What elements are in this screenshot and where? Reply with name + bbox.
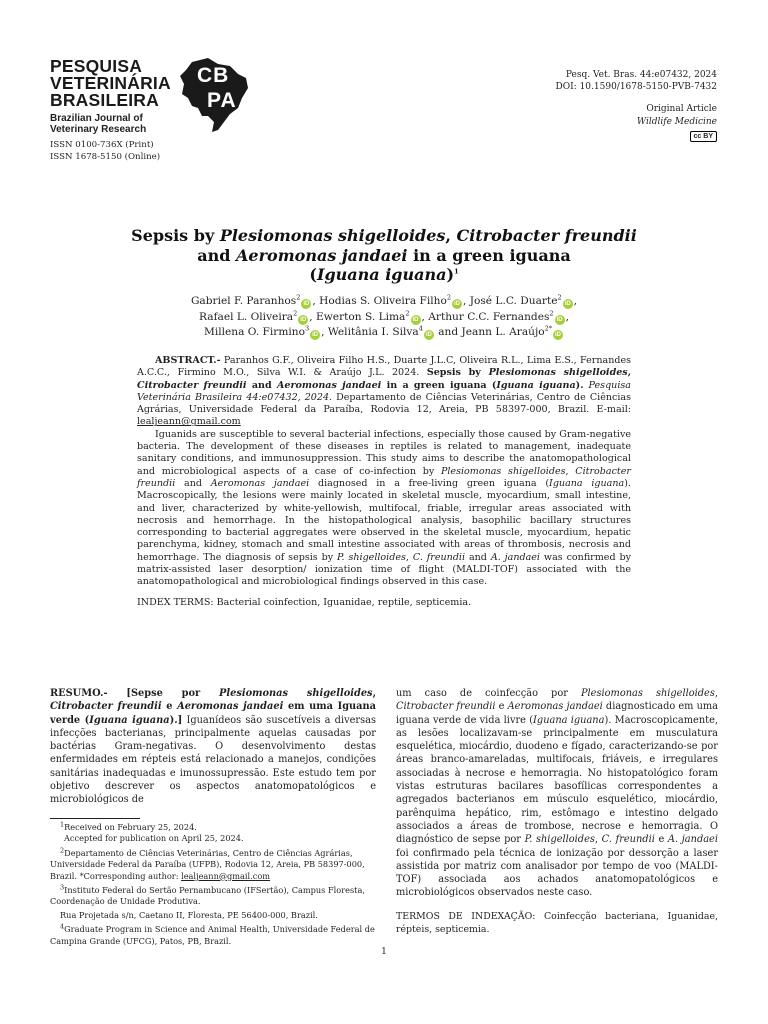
abstract-title: Citrobacter freundii bbox=[137, 379, 247, 391]
resumo-left bbox=[50, 687, 376, 807]
footnote-divider bbox=[50, 818, 140, 819]
resumo-text: foi confirmado pela técnica de ionização por dessorção a laser assistida por matriz com analisador por tempo de voo (MALDI-TOF) associada aos achados anatomopatológicos e microbiológicos observados neste caso. bbox=[396, 847, 718, 899]
journal-brand bbox=[50, 58, 185, 163]
title-italic: Plesiomonas shigelloides bbox=[219, 226, 446, 245]
footnote-1b: Accepted for publication on April 25, 2024. bbox=[64, 833, 244, 844]
corresponding-email-link[interactable]: lealjeann@gmail.com bbox=[181, 870, 271, 881]
title-part: in a green iguana bbox=[407, 245, 571, 265]
author-affiliation-mark: 2 bbox=[549, 308, 554, 317]
resumo-label: RESUMO.- bbox=[50, 688, 108, 699]
resumo-title: em uma Iguana verde ( bbox=[50, 701, 376, 726]
abstract-text: ). Macroscopically, the lesions were mainly located in skeletal muscle, myocardium, small intestine, and liver, characterized by white-yellowish, multifocal, friable, irregular areas associated with necrosis and hemorrhage. In the histopathological analysis, basophilic bacillary structures corresponding to bacterial aggregates were observed in the skeletal muscle, myocardium, hepatic parenchyma, kidney, stomach and small intestine associated with areas of thrombosis, necrosis and hemorrhage. The diagnosis of sepsis by bbox=[137, 477, 631, 563]
footnote-mark: 3 bbox=[60, 883, 65, 892]
orcid-icon[interactable]: iD bbox=[564, 301, 571, 307]
doi[interactable]: DOI: 10.1590/1678-5150-PVB-7432 bbox=[555, 82, 717, 93]
author-affiliation-mark: 2 bbox=[557, 293, 562, 302]
abstract-text: diagnosed in a free-living green iguana ( bbox=[309, 477, 550, 489]
resumo-title: Aeromonas jandaei bbox=[177, 701, 284, 713]
abstract-title: Sepsis by bbox=[426, 367, 489, 379]
resumo-text: , bbox=[714, 688, 719, 699]
footnote-1 bbox=[50, 822, 376, 833]
author-name: Arthur C.C. Fernandes bbox=[428, 310, 550, 323]
abstract-journal: Pesquisa Veterinária Brasileira 44:e07432, 2024. bbox=[137, 379, 631, 403]
resumo-title: , bbox=[372, 688, 376, 699]
resumo-text: e bbox=[495, 701, 508, 713]
abstract-email-link[interactable]: lealjeann@gmail.com bbox=[137, 416, 241, 428]
abstract-italic: Plesiomonas shigelloides bbox=[440, 465, 566, 477]
resumo-italic: Plesiomonas shigelloides bbox=[580, 688, 715, 699]
author-name: Welitânia I. Silva bbox=[327, 326, 419, 338]
footnote-4 bbox=[50, 924, 376, 947]
author-name: José L.C. Duarte bbox=[469, 295, 558, 307]
author-name: Rafael L. Oliveira bbox=[199, 310, 294, 323]
author-name: Millena O. Firmino bbox=[203, 326, 305, 338]
author-line bbox=[110, 325, 658, 341]
author-affiliation-mark: 2 bbox=[405, 308, 410, 317]
resumo-italic: P. shigelloides bbox=[524, 834, 595, 846]
title-italic: Citrobacter freundii bbox=[456, 226, 637, 245]
abstract-title: Aeromonas jandaei bbox=[276, 379, 382, 391]
abstract-italic: Iguana iguana bbox=[549, 477, 625, 489]
author-separator: , bbox=[565, 310, 569, 323]
abstract-citation bbox=[137, 355, 631, 429]
abstract-authors: Paranhos G.F., Oliveira Filho H.S., Duarte J.L.C, Oliveira R.L., Lima E.S., Fernandes A.C.C., Firmino M.O., Silva W.I. & Araújo J.L. 2024. bbox=[137, 355, 631, 379]
resumo-italic: Iguana iguana bbox=[533, 714, 605, 726]
title-part: ( bbox=[309, 265, 317, 284]
footnote-3 bbox=[50, 885, 376, 908]
resumo-italic: Citrobacter freundii bbox=[396, 701, 496, 713]
author-separator: , bbox=[309, 310, 316, 323]
abstract-body bbox=[137, 429, 631, 589]
abstract-italic: Citrobacter freundii bbox=[137, 465, 631, 489]
orcid-icon[interactable]: iD bbox=[300, 316, 307, 323]
author-affiliation-mark: 2 bbox=[296, 293, 301, 302]
resumo-italic: A. jandaei bbox=[667, 834, 718, 846]
footnote-mark: 1 bbox=[60, 820, 65, 829]
resumo-title: [Sepse por bbox=[107, 688, 220, 699]
abstract-title: Plesiomonas shigelloides bbox=[488, 367, 628, 379]
title-italic: Aeromonas jandaei bbox=[236, 245, 408, 265]
page-number: 1 bbox=[381, 947, 387, 957]
author-name: Gabriel F. Paranhos bbox=[190, 295, 297, 307]
author-list bbox=[110, 294, 658, 341]
abstract-address: Departamento de Ciências Veterinárias, Centro de Ciências Agrárias, Universidade Federal da Paraíba, Rodovia 12, Areia, PB 58397-000, Brazil. E-mail: bbox=[137, 391, 631, 416]
abstract-italic: C. freundii bbox=[412, 551, 466, 563]
abstract-title: Iguana iguana bbox=[496, 379, 576, 391]
journal-name-line-2: VETERINÁRIA bbox=[50, 73, 171, 93]
abstract-text: and bbox=[465, 551, 491, 563]
resumo-title: ).] bbox=[169, 714, 183, 726]
author-affiliation-mark: 2 bbox=[293, 308, 298, 317]
article-type: Original Article bbox=[646, 104, 717, 115]
title-italic: Iguana iguana bbox=[316, 265, 447, 284]
author-separator: , bbox=[312, 295, 320, 307]
author-separator: , bbox=[421, 310, 429, 323]
resumo-title: Citrobacter freundii bbox=[50, 701, 162, 713]
author-affiliation-mark: 2* bbox=[544, 324, 553, 333]
footnote-2 bbox=[50, 848, 376, 882]
abstract-text: and bbox=[175, 477, 211, 489]
abstract-text: Iguanids are susceptible to several bacterial infections, especially those caused by Gram-negative bacteria. The development of these diseases in reptiles is related to management, inadequate sanitary conditions, and immunosuppression. This study aims to describe the anatomopathological and microbiological aspects of a case of co-infection by bbox=[137, 428, 631, 477]
citation: Pesq. Vet. Bras. 44:e07432, 2024 bbox=[565, 70, 717, 80]
author-separator: , bbox=[462, 295, 470, 307]
resumo-text: um caso de coinfecção por bbox=[396, 688, 581, 699]
author-name: Ewerton S. Lima bbox=[316, 310, 406, 323]
title-part: ) bbox=[446, 265, 455, 284]
footnote-text: Received on February 25, 2024. bbox=[64, 822, 197, 832]
author-name: Jeann L. Araújo bbox=[461, 326, 545, 338]
author-affiliation-mark: 2 bbox=[446, 293, 451, 302]
abstract-label: ABSTRACT.- bbox=[155, 355, 221, 366]
title-part: , bbox=[445, 226, 457, 245]
author-line bbox=[110, 310, 658, 326]
issn-online: ISSN 1678-5150 (Online) bbox=[50, 151, 161, 162]
resumo-text: Iguanídeos são suscetíveis a diversas infecções bacterianas, principalmente aquelas causadas por bactérias Gram-negativas. O desenvolvimento destas enfermidades em répteis está relacionado a manejos, condições sanitárias inadequadas e imunossupressão. Este estudo tem por objetivo descrever os aspectos anatomopatológicos e microbiológicos de bbox=[50, 714, 376, 806]
orcid-icon[interactable]: iD bbox=[425, 332, 432, 338]
abstract-text: , bbox=[565, 465, 576, 477]
abstract-title: and bbox=[246, 379, 277, 391]
author-separator: , bbox=[573, 295, 578, 307]
resumo-italic: Aeromonas jandaei bbox=[507, 701, 603, 713]
orcid-icon[interactable]: iD bbox=[453, 301, 460, 307]
logo-text-top: CB bbox=[197, 64, 230, 87]
abstract-italic: A. jandaei bbox=[490, 551, 540, 563]
author-affiliation-mark: 3 bbox=[305, 324, 310, 333]
abstract-italic: Aeromonas jandaei bbox=[210, 477, 310, 489]
abstract bbox=[137, 355, 631, 609]
footnote-text: Graduate Program in Science and Animal Health, Universidade Federal de Campina Grande (UFCG), Patos, PB, Brazil. bbox=[50, 924, 375, 946]
cc-license-badge[interactable]: cc BY bbox=[690, 131, 717, 142]
footnote-text: Instituto Federal do Sertão Pernambucano (IFSertão), Campus Floresta, Coordenação de Unidade Produtiva. bbox=[50, 885, 365, 907]
title-footnote-mark: 1 bbox=[454, 267, 459, 276]
footnote-3b: Rua Projetada s/n, Caetano II, Floresta, PE 56400-000, Brazil. bbox=[60, 909, 318, 920]
abstract-title: in a green iguana ( bbox=[381, 379, 497, 391]
abstract-text: was confirmed by matrix-assisted laser desorption/ ionization time of flight (MALDI-TOF) associated with the anatomopathological and microbiological findings observed in this case. bbox=[137, 551, 631, 588]
author-line bbox=[110, 294, 658, 310]
orcid-icon[interactable]: iD bbox=[412, 316, 419, 323]
author-separator: , bbox=[321, 326, 328, 338]
author-separator: and bbox=[434, 326, 462, 338]
footnotes bbox=[50, 822, 376, 947]
journal-subtitle-line-1: Brazilian Journal of bbox=[50, 113, 143, 124]
footnote-mark: 2 bbox=[60, 846, 65, 855]
article-meta bbox=[437, 69, 717, 142]
abstract-title: , bbox=[627, 367, 632, 379]
author-name: Hodias S. Oliveira Filho bbox=[319, 295, 447, 307]
orcid-icon[interactable]: iD bbox=[312, 332, 319, 338]
section: Wildlife Medicine bbox=[636, 116, 717, 127]
issn-print: ISSN 0100-736X (Print) bbox=[50, 140, 154, 150]
title-part: and bbox=[197, 245, 237, 265]
abstract-italic: P. shigelloides bbox=[337, 551, 406, 563]
footnote-mark: 4 bbox=[60, 922, 65, 931]
resumo-text: e bbox=[654, 834, 668, 846]
cbpa-logo bbox=[178, 56, 250, 134]
abstract-text: , bbox=[405, 551, 413, 563]
resumo-italic: C. freundii bbox=[601, 834, 655, 846]
article-title bbox=[120, 226, 648, 285]
orcid-icon[interactable]: iD bbox=[556, 316, 563, 323]
author-affiliation-mark: 4 bbox=[418, 324, 423, 333]
logo-text-bottom: PA bbox=[207, 89, 237, 112]
resumo-title: e bbox=[161, 701, 178, 713]
resumo-right bbox=[396, 687, 718, 936]
footnote-text: Departamento de Ciências Veterinárias, Centro de Ciências Agrárias, Universidade Federal da Paraíba (UFPB), Rodovia 12, Areia, PB 58397-000, Brazil. *Corresponding author: bbox=[50, 847, 365, 881]
orcid-icon[interactable]: iD bbox=[555, 332, 562, 338]
resumo-text: , bbox=[594, 834, 602, 846]
orcid-icon[interactable]: iD bbox=[303, 301, 310, 307]
title-part: Sepsis by bbox=[131, 226, 220, 245]
journal-name-line-3: BRASILEIRA bbox=[50, 90, 159, 110]
resumo-text: diagnosticado em uma iguana verde de vida livre ( bbox=[396, 701, 719, 726]
resumo-text: ). Macroscopicamente, as lesões localizavam-se principalmente em musculatura esquelética, miocárdio, duodeno e fígado, caracterizando-se por áreas branco-amareladas, multifocais, friáveis, e irregulares associadas à necrose e hemorragia. No histopatológico foram vistas estruturas bacilares basofílicas correspondentes a agregados bacterianos em músculo esquelético, miocárdio, parênquima hepático, rim, estômago e intestino delgado associados a áreas de trombose, necrose e hemorragia. O diagnóstico de sepse por bbox=[396, 714, 718, 846]
journal-name-line-1: PESQUISA bbox=[50, 56, 143, 76]
termos-de-indexacao: TERMOS DE INDEXAÇÃO: Coinfecção bacteriana, Iguanidae, répteis, septicemia. bbox=[396, 910, 718, 936]
journal-subtitle-line-2: Veterinary Research bbox=[50, 124, 147, 135]
resumo-title: Iguana iguana bbox=[89, 714, 170, 726]
resumo-title: Plesiomonas shigelloides bbox=[219, 688, 373, 699]
abstract-title: ). bbox=[575, 379, 584, 391]
index-terms: INDEX TERMS: Bacterial coinfection, Iguanidae, reptile, septicemia. bbox=[137, 596, 472, 608]
